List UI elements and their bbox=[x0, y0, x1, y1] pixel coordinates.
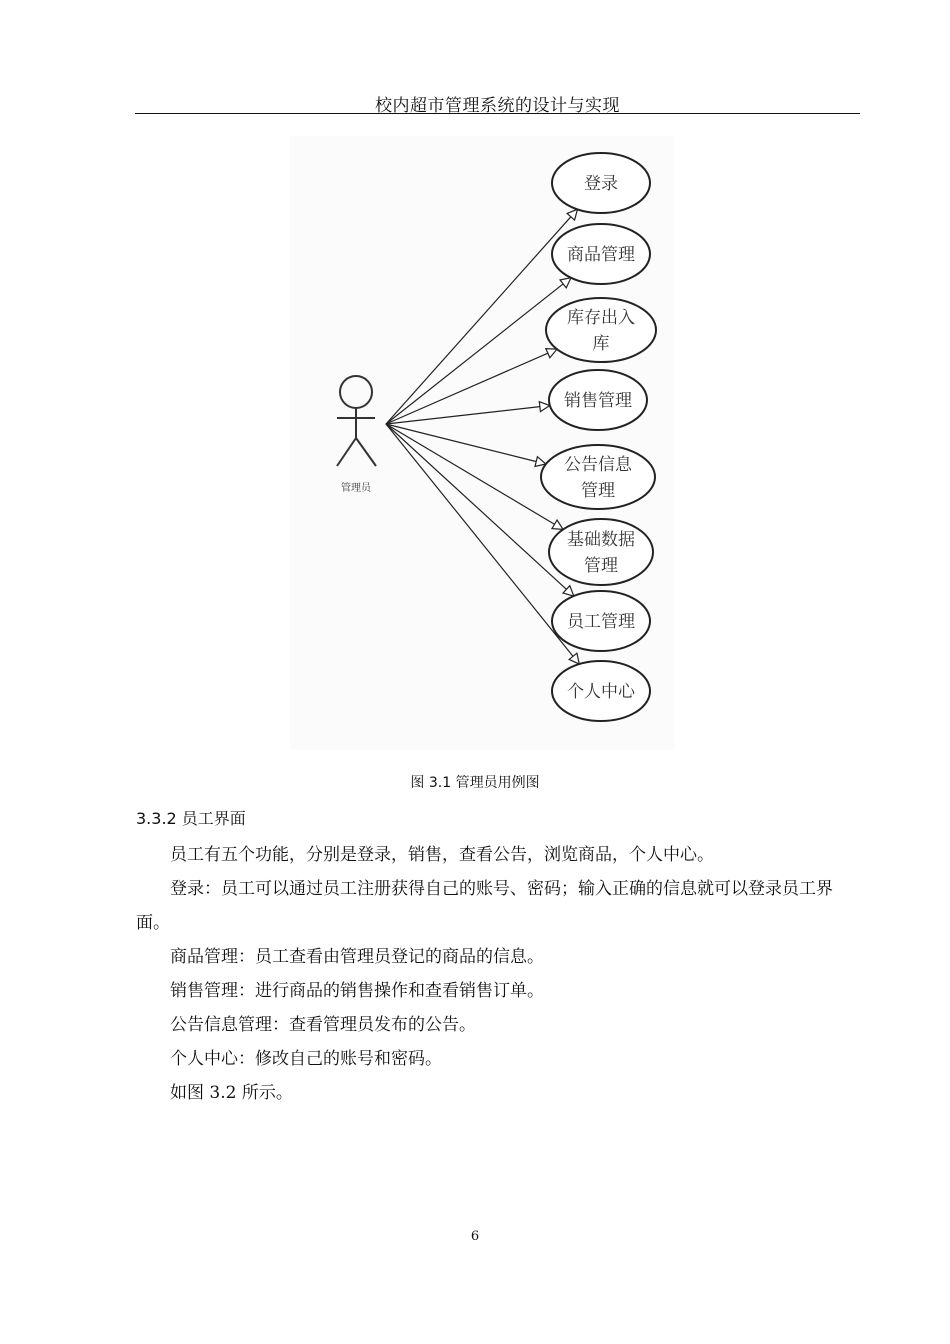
use-case-label: 库存出入 bbox=[567, 308, 635, 328]
use-case-stock bbox=[546, 298, 656, 362]
use-case-label: 管理 bbox=[581, 481, 615, 501]
use-case-goods bbox=[552, 224, 650, 284]
figure-caption: 图 3.1 管理员用例图 bbox=[410, 775, 540, 791]
use-case-label: 登录 bbox=[584, 174, 618, 194]
use-case-label: 库 bbox=[592, 334, 610, 354]
paragraph-login: 登录：员工可以通过员工注册获得自己的账号、密码；输入正确的信息就可以登录员工界面。 bbox=[136, 879, 833, 933]
paragraph-notice: 公告信息管理：查看管理员发布的公告。 bbox=[170, 1015, 476, 1035]
use-case-notice bbox=[541, 445, 655, 509]
paragraph-personal: 个人中心：修改自己的账号和密码。 bbox=[170, 1049, 442, 1069]
use-case-label: 个人中心 bbox=[567, 682, 635, 702]
paragraph-figure-ref: 如图 3.2 所示。 bbox=[170, 1083, 293, 1103]
page-number: 6 bbox=[470, 1229, 480, 1244]
paragraph-intro: 员工有五个功能，分别是登录，销售，查看公告，浏览商品，个人中心。 bbox=[170, 845, 714, 865]
use-case-staff bbox=[552, 591, 650, 651]
use-case-label: 销售管理 bbox=[564, 391, 632, 411]
use-case-sales bbox=[549, 370, 647, 430]
use-case-label: 员工管理 bbox=[567, 612, 635, 632]
use-case-label: 商品管理 bbox=[567, 245, 635, 265]
use-case-basedata bbox=[549, 519, 653, 585]
use-case-login bbox=[552, 153, 650, 213]
section-heading: 3.3.2 员工界面 bbox=[136, 809, 246, 828]
use-case-label: 管理 bbox=[584, 556, 618, 576]
use-case-personal bbox=[552, 661, 650, 721]
running-header-title: 校内超市管理系统的设计与实现 bbox=[375, 96, 620, 116]
paragraph-sales: 销售管理：进行商品的销售操作和查看销售订单。 bbox=[170, 981, 544, 1001]
paragraph-goods: 商品管理：员工查看由管理员登记的商品的信息。 bbox=[170, 947, 544, 967]
body-text bbox=[136, 838, 860, 1110]
actor-label: 管理员 bbox=[341, 483, 371, 494]
use-case-label: 公告信息 bbox=[564, 455, 632, 475]
use-case-label: 基础数据 bbox=[567, 530, 635, 550]
